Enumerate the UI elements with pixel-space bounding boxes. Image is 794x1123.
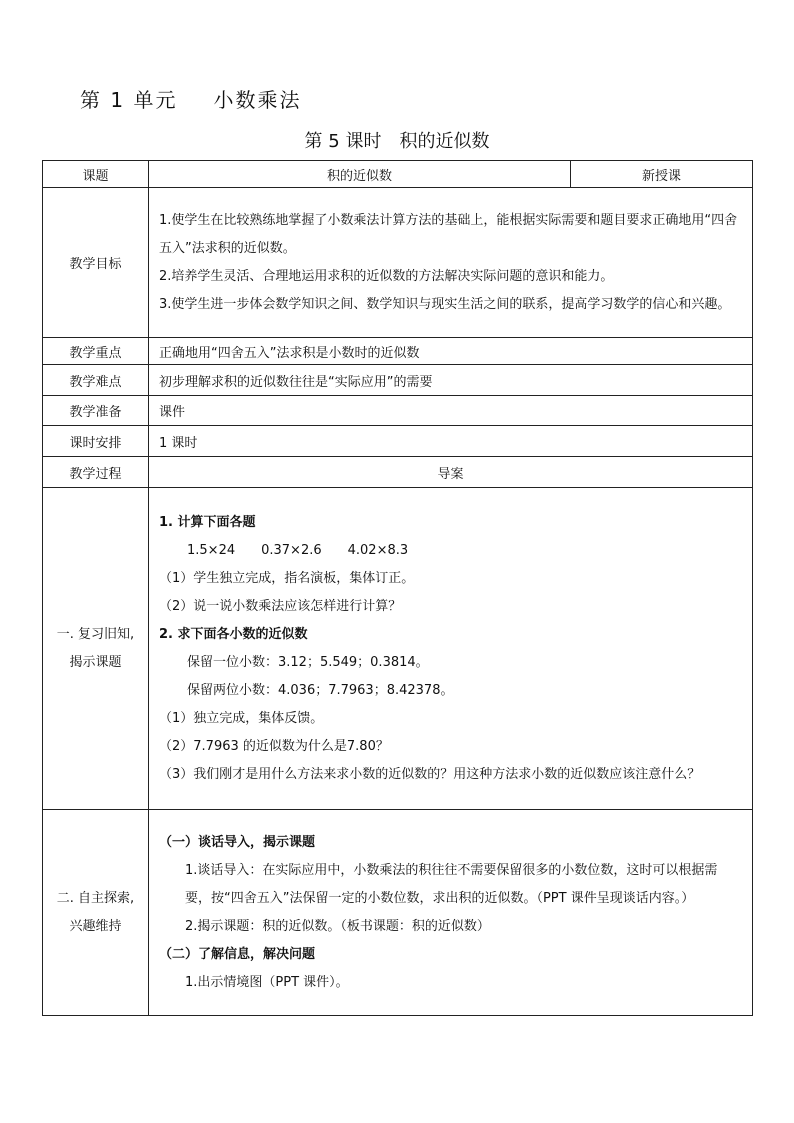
section1-line: 1.5×24 0.37×2.6 4.02×8.3 — [187, 542, 409, 558]
table-row — [43, 426, 753, 457]
section1-line: （1）独立完成，集体反馈。 — [159, 710, 324, 726]
table-row — [43, 161, 753, 188]
table-row — [43, 810, 753, 1016]
table-row — [43, 396, 753, 426]
section1-label — [43, 488, 149, 810]
key-label: 教学重点 — [43, 338, 149, 365]
table-row — [43, 365, 753, 396]
lesson-title: 第 5 课时 积的近似数 — [304, 131, 490, 152]
process-label: 教学过程 — [43, 457, 149, 488]
section1-line: 1. 计算下面各题 — [159, 514, 256, 530]
unit-name: 小数乘法 — [213, 88, 302, 112]
goal-item: 2.培养学生灵活、合理地运用求积的近似数的方法解决实际问题的意识和能力。 — [159, 268, 614, 284]
section1-line: （3）我们刚才是用什么方法来求小数的近似数的？用这种方法求小数的近似数应该注意什么？ — [159, 766, 701, 782]
section1-label-line: 揭示课题 — [69, 654, 122, 670]
goals-label: 教学目标 — [43, 188, 149, 338]
unit-title — [80, 84, 301, 113]
goals-content — [149, 188, 753, 338]
section1-line: （2）说一说小数乘法应该怎样进行计算？ — [159, 598, 402, 614]
section1-line: 2. 求下面各小数的近似数 — [159, 626, 308, 642]
difficult-label: 教学难点 — [43, 365, 149, 396]
section1-line: （1）学生独立完成，指名演板，集体订正。 — [159, 570, 415, 586]
prep-value: 课件 — [149, 396, 753, 426]
section2-line: 2.揭示课题：积的近似数。（板书课题：积的近似数） — [185, 918, 490, 934]
difficult-value: 初步理解求积的近似数往往是“实际应用”的需要 — [149, 365, 753, 396]
table-row — [43, 338, 753, 365]
section1-line: 保留一位小数：3.12；5.549；0.3814。 — [187, 654, 429, 670]
key-value: 正确地用“四舍五入”法求积是小数时的近似数 — [149, 338, 753, 365]
section1-line: （2）7.7963 的近似数为什么是7.80？ — [159, 738, 389, 754]
section1-content — [149, 488, 753, 810]
topic-value: 积的近似数 — [149, 161, 571, 188]
prep-label: 教学准备 — [43, 396, 149, 426]
unit-prefix: 第 1 单元 — [80, 88, 178, 112]
section1-label-line: 一. 复习旧知, — [56, 626, 135, 642]
process-value: 导案 — [149, 457, 753, 488]
lesson-plan-table — [42, 160, 753, 1016]
table-row — [43, 488, 753, 810]
section2-line: （二）了解信息，解决问题 — [159, 946, 316, 962]
topic-type: 新授课 — [571, 161, 753, 188]
hours-label: 课时安排 — [43, 426, 149, 457]
table-row — [43, 188, 753, 338]
goal-item: 1.使学生在比较熟练地掌握了小数乘法计算方法的基础上，能根据实际需要和题目要求正确地用“四舍五入”法求积的近似数。 — [159, 212, 738, 256]
section2-label-line: 兴趣维持 — [69, 918, 122, 934]
section2-line: 1.谈话导入：在实际应用中，小数乘法的积往往不需要保留很多的小数位数，这时可以根据需要，按“四舍五入”法保留一定的小数位数，求出积的近似数。（PPT 课件呈现谈话内容。） — [185, 862, 718, 906]
topic-label: 课题 — [43, 161, 149, 188]
section2-line: 1.出示情境图（PPT 课件）。 — [185, 974, 349, 990]
section1-line: 保留两位小数：4.036；7.7963；8.42378。 — [187, 682, 454, 698]
section2-label-line: 二. 自主探索, — [56, 890, 135, 906]
goal-item: 3.使学生进一步体会数学知识之间、数学知识与现实生活之间的联系，提高学习数学的信心和兴趣。 — [159, 296, 731, 312]
section2-label — [43, 810, 149, 1016]
section2-line: （一）谈话导入，揭示课题 — [159, 834, 316, 850]
hours-value: 1 课时 — [149, 426, 753, 457]
section2-content — [149, 810, 753, 1016]
table-row — [43, 457, 753, 488]
